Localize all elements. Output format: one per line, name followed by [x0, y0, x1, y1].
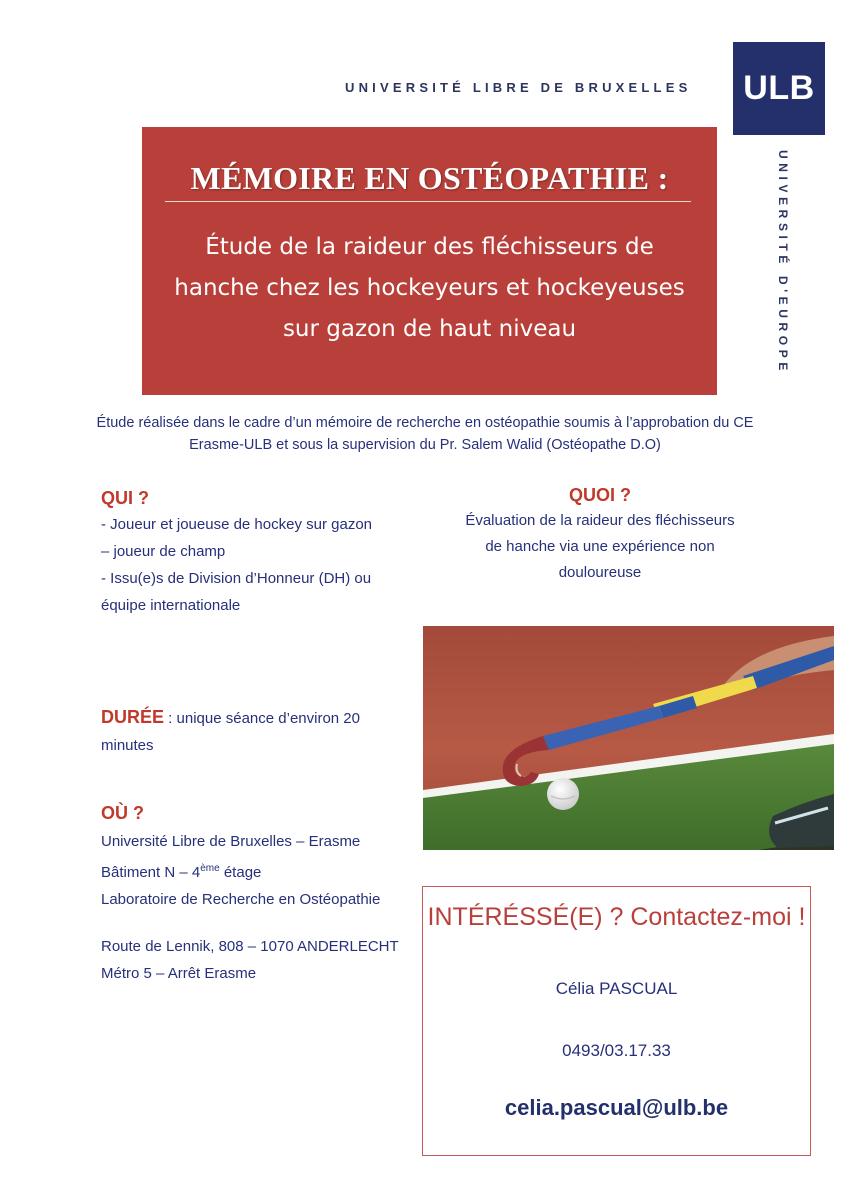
hockey-photo [423, 626, 834, 850]
title-box [142, 127, 717, 395]
floor-superscript: ème [200, 863, 220, 874]
subtitle [142, 227, 717, 350]
floor-text: étage [219, 864, 262, 881]
building-text: Bâtiment N – 4 [101, 864, 201, 881]
intro-text [60, 412, 790, 456]
quoi-section [430, 482, 770, 586]
quoi-line: Évaluation de la raideur des fléchisseurs [465, 512, 735, 529]
ou-section [101, 798, 421, 987]
quoi-label: QUOI ? [569, 485, 631, 505]
duree-text-2: minutes [101, 737, 154, 754]
contact-title: INTÉRÉSSÉ(E) ? Contactez-moi ! [427, 903, 806, 931]
address-line: Université Libre de Bruxelles – Erasme [101, 833, 361, 850]
qui-line: – joueur de champ [101, 543, 226, 560]
vertical-tagline: UNIVERSITÉ D'EUROPE [776, 150, 790, 375]
qui-label: QUI ? [101, 488, 149, 508]
page-title: MÉMOIRE EN OSTÉOPATHIE : [190, 160, 669, 196]
subtitle-line: Étude de la raideur des fléchisseurs de [205, 234, 654, 260]
quoi-line: douloureuse [558, 564, 642, 581]
ou-label: OÙ ? [101, 803, 144, 823]
contact-phone: 0493/03.17.33 [562, 1041, 671, 1060]
duree-label: DURÉE [101, 707, 165, 727]
ulb-logo: ULB [733, 42, 825, 135]
qui-line: équipe internationale [101, 597, 241, 614]
address-spacer [101, 913, 421, 933]
subtitle-line: hanche chez les hockeyeurs et hockeyeuses [174, 275, 685, 301]
contact-email[interactable]: celia.pascual@ulb.be [504, 1095, 729, 1120]
contact-box [422, 886, 811, 1156]
duree-line [101, 704, 401, 732]
hockey-stick-ball-image [423, 626, 834, 850]
address-line: Métro 5 – Arrêt Erasme [101, 965, 257, 982]
quoi-line: de hanche via une expérience non [485, 538, 715, 555]
address-line: Laboratoire de Recherche en Ostéopathie [101, 891, 381, 908]
qui-section [101, 485, 421, 619]
title-divider [165, 201, 691, 202]
contact-name: Célia PASCUAL [555, 979, 678, 998]
qui-line: - Issu(e)s de Division d’Honneur (DH) ou [101, 570, 372, 587]
subtitle-line: sur gazon de haut niveau [282, 316, 577, 342]
intro-line: Étude réalisée dans le cadre d’un mémoire de recherche en ostéopathie soumis à l’approbation du CE [96, 415, 754, 431]
duree-section [101, 704, 401, 759]
address-line: Route de Lennik, 808 – 1070 ANDERLECHT [101, 938, 399, 955]
intro-line: Erasme-ULB et sous la supervision du Pr. Salem Walid (Ostéopathe D.O) [189, 437, 661, 453]
university-name: UNIVERSITÉ LIBRE DE BRUXELLES [345, 80, 692, 95]
qui-line: - Joueur et joueuse de hockey sur gazon [101, 516, 373, 533]
address-line [101, 855, 421, 886]
duree-text: : unique séance d’environ 20 [164, 710, 360, 727]
